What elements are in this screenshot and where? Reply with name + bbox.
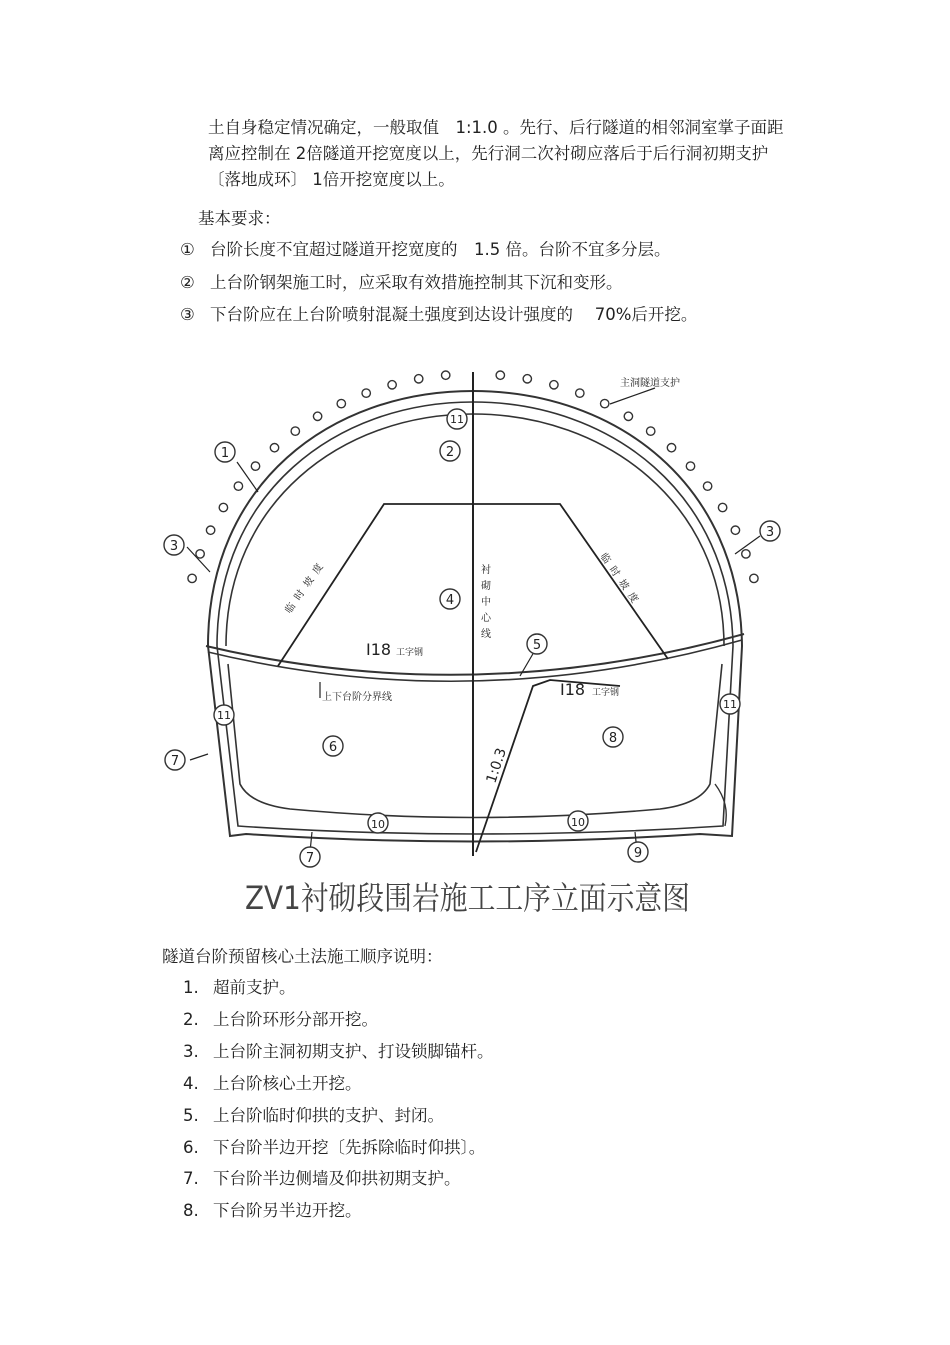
step-item-3 [183,1040,494,1064]
middle-lining [217,402,733,834]
bolt-circle [576,389,584,397]
bolt-circle [624,412,632,420]
leader-7-left [190,754,208,760]
i18-left-unit: 工字钢 [396,648,424,658]
bolt-circle [415,375,423,383]
step-item-2 [183,1008,378,1032]
paragraph-line-2: 离应控制在 2倍隧道开挖宽度以上，先行洞二次衬砌应落后于后行洞初期支护 [208,144,769,163]
bolt-circle [742,550,750,558]
requirement-text: 下台阶应在上台阶喷射混凝土强度到达设计强度的 70%后开挖。 [210,305,698,324]
leader-1 [237,462,258,492]
step-item-5 [183,1104,444,1128]
requirement-number: ① [180,240,195,259]
marker-7-bottom-label: 7 [305,851,315,866]
marker-9-label: 9 [633,846,643,861]
requirement-item-3 [180,303,697,327]
step-text: 上台阶临时仰拱的支护、封闭。 [213,1106,444,1125]
sequence-heading: 隧道台阶预留核心土法施工顺序说明： [162,947,443,966]
bolt-circle [523,375,531,383]
marker-11-right-label: 11 [723,698,737,711]
bolt-circle [718,503,726,511]
bolt-circle [234,482,242,490]
step-text: 下台阶半边侧墙及仰拱初期支护。 [213,1169,461,1188]
requirement-item-1 [180,238,671,262]
bolt-circle [251,462,259,470]
tunnel-diagram [150,364,795,926]
marker-3-left-label: 3 [169,539,179,554]
bolt-circle [188,574,196,582]
step-item-6 [183,1136,485,1160]
step-text: 下台阶另半边开挖。 [213,1201,362,1220]
marker-6-label: 6 [328,740,338,755]
marker-10-left-label: 10 [371,818,385,831]
marker-1-label: 1 [220,446,230,461]
i18-right-label: I18 [560,680,586,699]
step-number: 1. [183,978,199,997]
requirement-text: 上台阶钢架施工时，应采取有效措施控制其下沉和变形。 [210,273,623,292]
step-number: 2. [183,1010,199,1029]
marker-2-label: 2 [445,445,455,460]
bolt-circle [703,482,711,490]
bolt-circle [270,444,278,452]
main-support-label: 主洞隧道支护 [620,378,680,389]
paragraph-line-3: 〔落地成环〕 1倍开挖宽度以上。 [208,170,455,189]
step-number: 6. [183,1138,199,1157]
bolt-circle [496,371,504,379]
step-item-7 [183,1167,461,1191]
step-number: 5. [183,1106,199,1125]
bolt-circle [313,412,321,420]
bolt-circle [601,399,609,407]
bolt-circle [442,371,450,379]
tunnel-section-figure [150,364,795,926]
step-text: 上台阶核心土开挖。 [213,1074,362,1093]
marker-5-label: 5 [532,638,542,653]
leader-main-support [610,388,655,404]
step-item-1 [183,976,296,1000]
slope-left-label: 临时坡度 [283,556,330,616]
bolt-circle [750,574,758,582]
figure-title: ZV1衬砌段围岩施工工序立面示意图 [245,879,690,917]
step-text: 上台阶环形分部开挖。 [213,1010,378,1029]
step-item-4 [183,1072,362,1096]
bolt-circle [686,462,694,470]
marker-8-label: 8 [608,731,618,746]
bolt-circle [196,550,204,558]
step-number: 3. [183,1042,199,1061]
bolt-circle [388,381,396,389]
requirements-heading: 基本要求： [198,209,281,228]
outer-lining [208,391,742,842]
marker-11-left-label: 11 [217,709,231,722]
bolt-circle [667,444,675,452]
step-item-8 [183,1199,362,1223]
i18-right-unit: 工字钢 [592,688,620,698]
step-number: 7. [183,1169,199,1188]
bolt-circle [219,503,227,511]
requirement-text: 台阶长度不宜超过隧道开挖宽度的 1.5 倍。台阶不宜多分层。 [210,240,671,259]
requirement-number: ③ [180,305,195,324]
marker-4-label: 4 [445,593,455,608]
bolt-circle [647,427,655,435]
bolt-circle [362,389,370,397]
requirement-number: ② [180,273,195,292]
bolt-circle [550,381,558,389]
marker-11-top-label: 11 [450,413,464,426]
bolt-circle [337,399,345,407]
bolt-circle [206,526,214,534]
inner-lower-boundary [228,664,722,818]
boundary-label: 上下台阶分界线 [322,692,392,703]
step-text: 超前支护。 [213,978,296,997]
i18-left-label: I18 [366,640,392,659]
step-number: 4. [183,1074,199,1093]
slope-right-label: 临时坡度 [597,551,644,611]
leader-3-right [735,536,760,554]
marker-3-right-label: 3 [765,525,775,540]
bolt-circle [291,427,299,435]
step-text: 下台阶半边开挖〔先拆除临时仰拱〕。 [213,1138,486,1157]
requirement-item-2 [180,271,623,295]
centerline-label: 衬砌中心线 [478,564,490,644]
slope-label: 1:0.3 [483,746,510,786]
marker-10-right-label: 10 [571,816,585,829]
bolt-circle [731,526,739,534]
paragraph-line-1: 土自身稳定情况确定，一般取值 1:1.0 。先行、后行隧道的相邻洞室掌子面距 [208,118,784,137]
step-number: 8. [183,1201,199,1220]
marker-7-left-label: 7 [170,754,180,769]
step-text: 上台阶主洞初期支护、打设锁脚锚杆。 [213,1042,494,1061]
